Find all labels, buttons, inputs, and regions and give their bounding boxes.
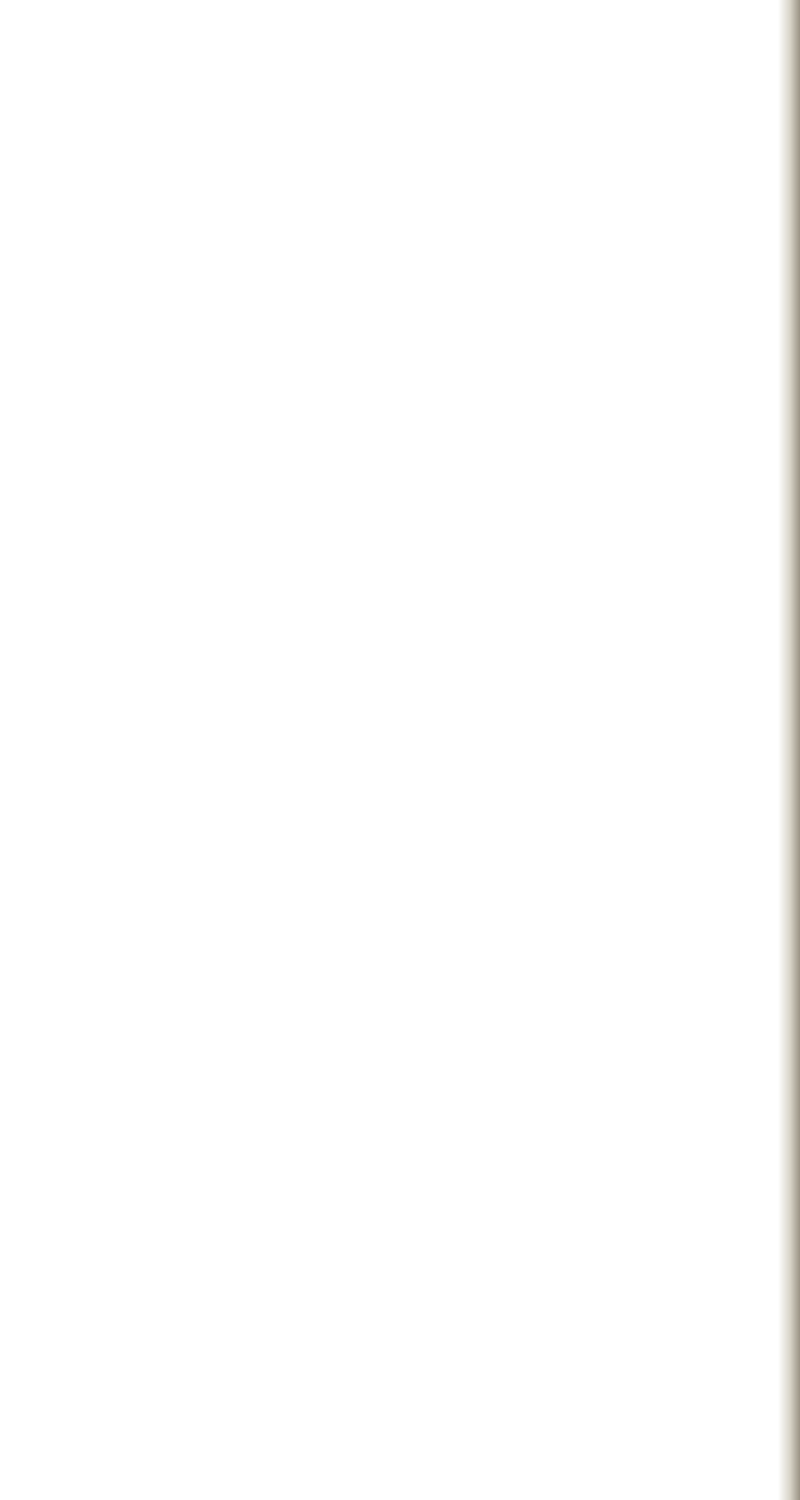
page-edge-shadow bbox=[778, 0, 800, 1500]
